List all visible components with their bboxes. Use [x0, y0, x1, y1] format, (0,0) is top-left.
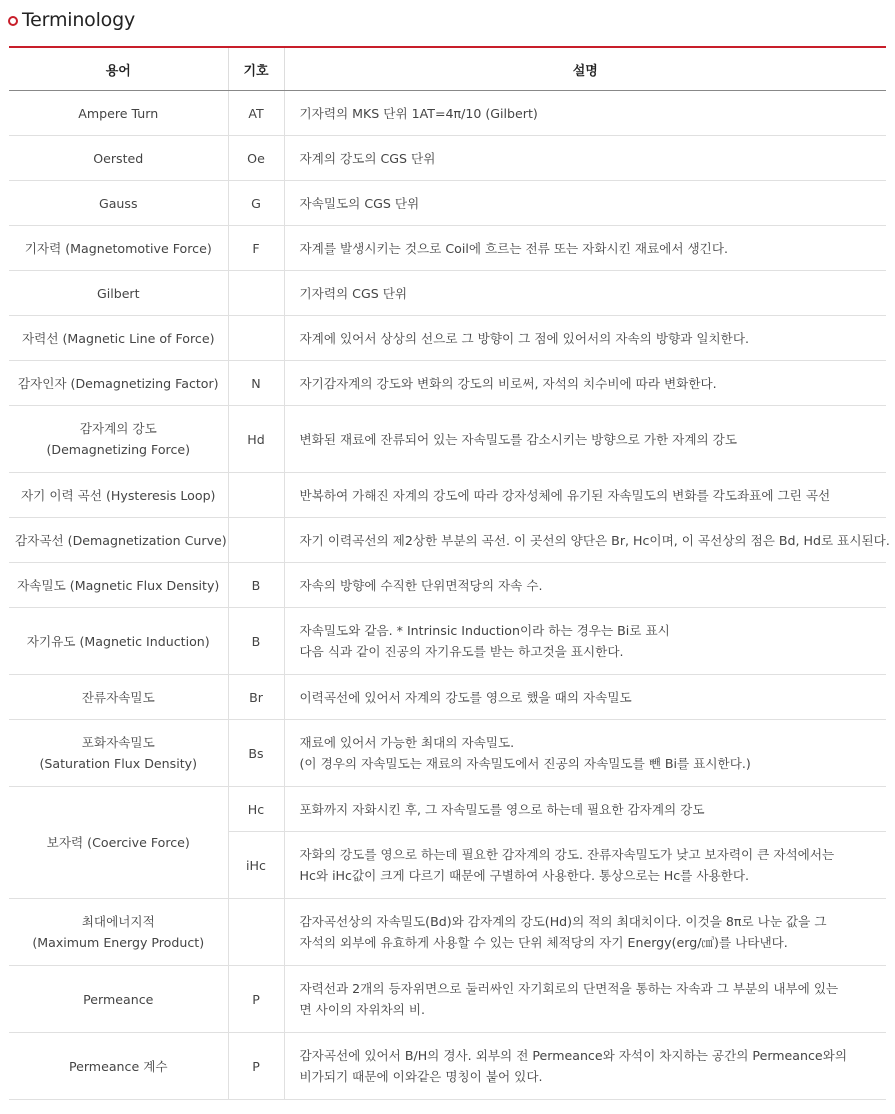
table-row — [9, 316, 886, 361]
table-header-row — [9, 47, 886, 91]
table-row — [9, 136, 886, 181]
table-row — [9, 720, 886, 787]
description-cell: 자계에 있어서 상상의 선으로 그 방향이 그 점에 있어서의 자속의 방향과 일치한다. — [284, 316, 886, 361]
table-row — [9, 226, 886, 271]
section-header — [0, 0, 895, 46]
term-cell: 포화자속밀도 (Saturation Flux Density) — [9, 720, 228, 787]
symbol-cell — [228, 899, 284, 966]
symbol-cell: B — [228, 608, 284, 675]
term-cell: 감자인자 (Demagnetizing Factor) — [9, 361, 228, 406]
term-cell: Ampere Turn — [9, 91, 228, 136]
description-cell: 포화까지 자화시킨 후, 그 자속밀도를 영으로 하는데 필요한 감자계의 강도 — [284, 787, 886, 832]
term-cell: Gilbert — [9, 271, 228, 316]
symbol-cell — [228, 316, 284, 361]
term-cell: 자속밀도 (Magnetic Flux Density) — [9, 563, 228, 608]
term-cell: 잔류자속밀도 — [9, 675, 228, 720]
table-row — [9, 966, 886, 1033]
table-row — [9, 675, 886, 720]
description-cell: 자기감자계의 강도와 변화의 강도의 비로써, 자석의 치수비에 따라 변화한다. — [284, 361, 886, 406]
table-row — [9, 899, 886, 966]
description-cell: 기자력의 MKS 단위 1AT=4π/10 (Gilbert) — [284, 91, 886, 136]
description-cell: 감자곡선상의 자속밀도(Bd)와 감자계의 강도(Hd)의 적의 최대치이다. 이것을 8π로 나눈 값을 그 자석의 외부에 유효하게 사용할 수 있는 단위 체적당의 자기 Energy(erg/㎤)를 나타낸다. — [284, 899, 886, 966]
table-row — [9, 473, 886, 518]
description-cell: 자력선과 2개의 등자위면으로 둘러싸인 자기회로의 단면적을 통하는 자속과 그 부분의 내부에 있는 면 사이의 자위차의 비. — [284, 966, 886, 1033]
symbol-cell: F — [228, 226, 284, 271]
table-row — [9, 1033, 886, 1100]
symbol-cell: Bs — [228, 720, 284, 787]
symbol-cell: iHc — [228, 832, 284, 899]
description-cell: 이력곡선에 있어서 자계의 강도를 영으로 했을 때의 자속밀도 — [284, 675, 886, 720]
symbol-cell: Oe — [228, 136, 284, 181]
term-cell: Permeance 계수 — [9, 1033, 228, 1100]
header-description: 설명 — [284, 47, 886, 91]
description-cell: 자속밀도의 CGS 단위 — [284, 181, 886, 226]
symbol-cell: G — [228, 181, 284, 226]
term-cell: 자기 이력 곡선 (Hysteresis Loop) — [9, 473, 228, 518]
description-cell: 변화된 재료에 잔류되어 있는 자속밀도를 감소시키는 방향으로 가한 자계의 강도 — [284, 406, 886, 473]
term-cell: 기자력 (Magnetomotive Force) — [9, 226, 228, 271]
symbol-cell: N — [228, 361, 284, 406]
description-cell: 자기 이력곡선의 제2상한 부분의 곡선. 이 곳선의 양단은 Br, Hc이며, 이 곡선상의 점은 Bd, Hd로 표시된다. — [284, 518, 886, 563]
term-cell: 감자계의 강도 (Demagnetizing Force) — [9, 406, 228, 473]
description-cell: 자계를 발생시키는 것으로 Coil에 흐르는 전류 또는 자화시킨 재료에서 생긴다. — [284, 226, 886, 271]
description-cell: 자계의 강도의 CGS 단위 — [284, 136, 886, 181]
description-cell: 재료에 있어서 가능한 최대의 자속밀도. (이 경우의 자속밀도는 재료의 자속밀도에서 진공의 자속밀도를 뺀 Bi를 표시한다.) — [284, 720, 886, 787]
term-cell: 감자곡선 (Demagnetization Curve) — [9, 518, 228, 563]
description-cell: 감자곡선에 있어서 B/H의 경사. 외부의 전 Permeance와 자석이 차지하는 공간의 Permeance와의 비가되기 때문에 이와같은 명칭이 붙어 있다. — [284, 1033, 886, 1100]
table-row — [9, 361, 886, 406]
term-cell: Permeance — [9, 966, 228, 1033]
table-row — [9, 608, 886, 675]
circle-bullet-icon — [8, 16, 18, 26]
symbol-cell: Br — [228, 675, 284, 720]
table-row — [9, 563, 886, 608]
term-cell: 자기유도 (Magnetic Induction) — [9, 608, 228, 675]
table-row — [9, 91, 886, 136]
table-row — [9, 518, 886, 563]
terminology-table — [9, 46, 890, 1100]
term-cell: 보자력 (Coercive Force) — [9, 787, 228, 899]
symbol-cell: AT — [228, 91, 284, 136]
header-symbol: 기호 — [228, 47, 284, 91]
symbol-cell: Hc — [228, 787, 284, 832]
symbol-cell — [228, 473, 284, 518]
symbol-cell: Hd — [228, 406, 284, 473]
description-cell: 기자력의 CGS 단위 — [284, 271, 886, 316]
description-cell: 자속의 방향에 수직한 단위면적당의 자속 수. — [284, 563, 886, 608]
description-cell: 반복하여 가해진 자계의 강도에 따라 강자성체에 유기된 자속밀도의 변화를 각도좌표에 그린 곡선 — [284, 473, 886, 518]
symbol-cell — [228, 518, 284, 563]
table-row — [9, 406, 886, 473]
term-cell: 자력선 (Magnetic Line of Force) — [9, 316, 228, 361]
symbol-cell — [228, 271, 284, 316]
symbol-cell: B — [228, 563, 284, 608]
table-row — [9, 787, 886, 832]
symbol-cell: P — [228, 1033, 284, 1100]
table-row — [9, 271, 886, 316]
description-cell: 자속밀도와 같음. * Intrinsic Induction이라 하는 경우는 Bi로 표시 다음 식과 같이 진공의 자기유도를 받는 하고것을 표시한다. — [284, 608, 886, 675]
page-title: Terminology — [22, 9, 136, 31]
symbol-cell: P — [228, 966, 284, 1033]
header-term: 용어 — [9, 47, 228, 91]
term-cell: 최대에너지적 (Maximum Energy Product) — [9, 899, 228, 966]
term-cell: Gauss — [9, 181, 228, 226]
table-row — [9, 181, 886, 226]
description-cell: 자화의 강도를 영으로 하는데 필요한 감자계의 강도. 잔류자속밀도가 낮고 보자력이 큰 자석에서는 Hc와 iHc값이 크게 다르기 때문에 구별하여 사용한다. 통상으로는 Hc를 사용한다. — [284, 832, 886, 899]
term-cell: Oersted — [9, 136, 228, 181]
